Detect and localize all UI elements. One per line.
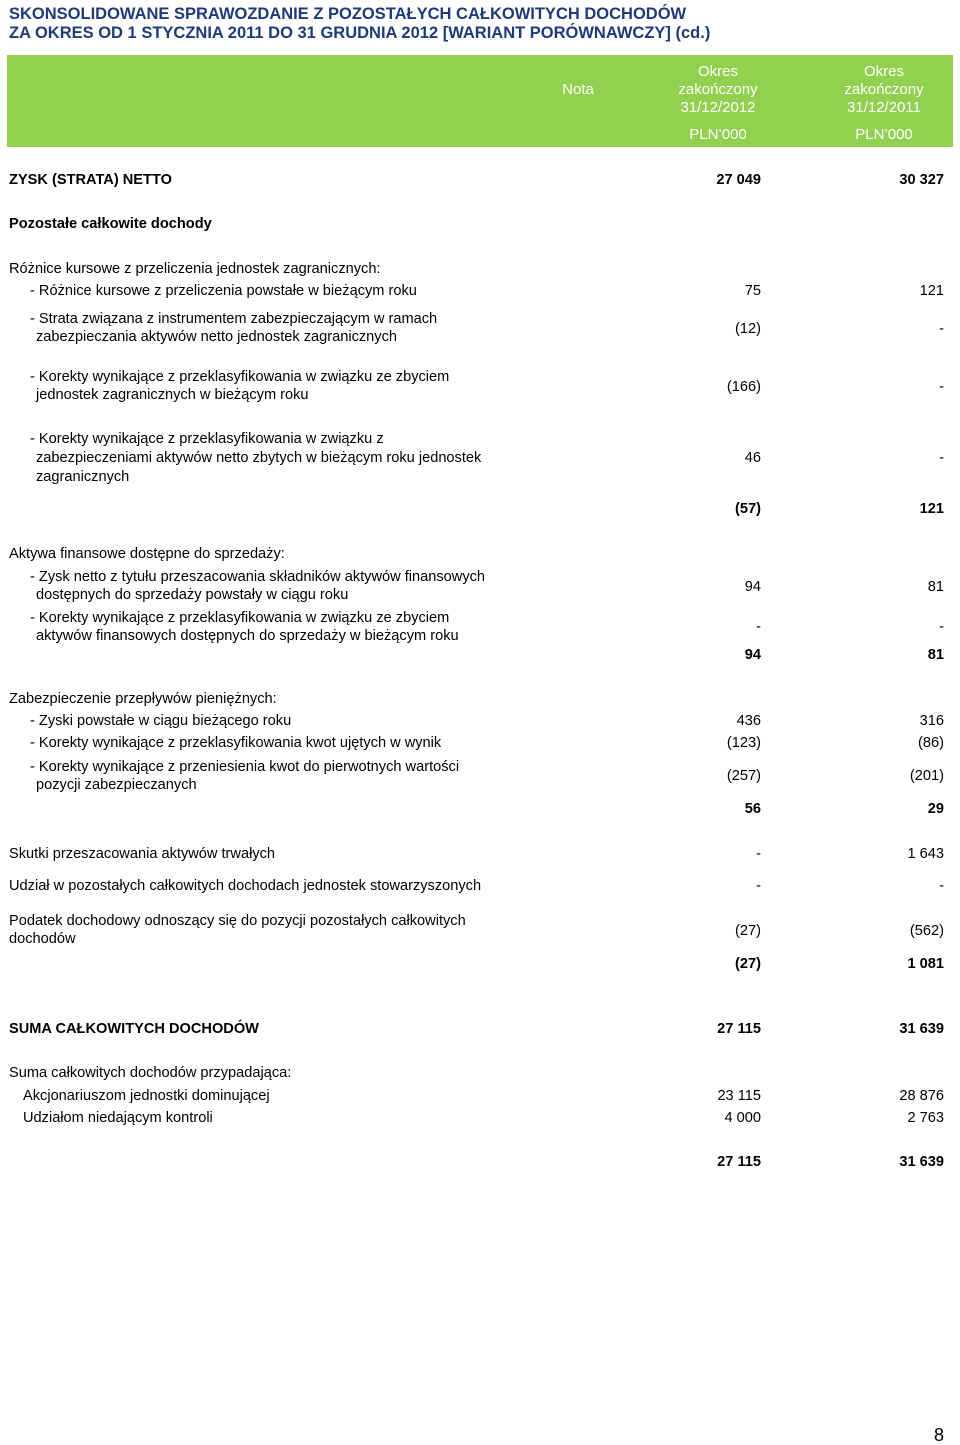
value-2011: 2 763 bbox=[907, 1110, 944, 1126]
value-2011: 30 327 bbox=[899, 172, 944, 188]
value-2012: 27 049 bbox=[716, 172, 761, 188]
row-label: - Zyski powstałe w ciągu bieżącego roku bbox=[30, 713, 292, 729]
header-col2-date: 31/12/2011 bbox=[847, 99, 921, 116]
section-heading: Zabezpieczenie przepływów pieniężnych: bbox=[9, 691, 277, 707]
value-2012: 23 115 bbox=[717, 1088, 761, 1104]
section-heading: Pozostałe całkowite dochody bbox=[9, 216, 212, 232]
value-2012: (27) bbox=[735, 956, 761, 972]
row-label: Akcjonariuszom jednostki dominującej bbox=[23, 1088, 270, 1104]
value-2012: 27 115 bbox=[717, 1154, 761, 1170]
value-2012: 75 bbox=[744, 283, 761, 299]
value-2011: - bbox=[939, 450, 944, 466]
row-label-line2: jednostek zagranicznych w bieżącym roku bbox=[36, 387, 309, 403]
section-heading: Aktywa finansowe dostępne do sprzedaży: bbox=[9, 546, 285, 562]
value-2012: 56 bbox=[744, 801, 761, 817]
value-2011: 316 bbox=[919, 713, 944, 729]
value-2012: 436 bbox=[736, 713, 761, 729]
value-2012: - bbox=[756, 846, 761, 862]
value-2011: 29 bbox=[927, 801, 944, 817]
title-line-2: ZA OKRES OD 1 STYCZNIA 2011 DO 31 GRUDNIA 2012 [WARIANT PORÓWNAWCZY] (cd.) bbox=[9, 23, 711, 42]
row-label: Udziałom niedającym kontroli bbox=[23, 1110, 213, 1126]
header-col2-okres: Okres bbox=[863, 63, 904, 80]
value-2012: - bbox=[756, 619, 761, 635]
header-col1-zakonczony: zakończony bbox=[678, 81, 758, 98]
row-label-line2: pozycji zabezpieczanych bbox=[36, 777, 197, 793]
row-label: SUMA CAŁKOWITYCH DOCHODÓW bbox=[9, 1021, 259, 1037]
row-label-line3: zagranicznych bbox=[36, 469, 130, 485]
section-heading: Różnice kursowe z przeliczenia jednostek zagranicznych: bbox=[9, 261, 381, 277]
value-2012: (27) bbox=[735, 923, 761, 939]
title-line-1: SKONSOLIDOWANE SPRAWOZDANIE Z POZOSTAŁYCH CAŁKOWITYCH DOCHODÓW bbox=[9, 5, 687, 23]
value-2011: 31 639 bbox=[899, 1154, 944, 1170]
row-label-line1: - Korekty wynikające z przeklasyfikowania w związku z bbox=[30, 431, 384, 447]
value-2011: 1 643 bbox=[907, 846, 944, 862]
value-2011: 31 639 bbox=[899, 1021, 944, 1037]
value-2012: - bbox=[756, 878, 761, 894]
value-2011: - bbox=[939, 321, 944, 337]
row-label-line1: - Korekty wynikające z przeklasyfikowania w związku ze zbyciem bbox=[30, 369, 450, 385]
page-title bbox=[9, 5, 949, 42]
row-label: ZYSK (STRATA) NETTO bbox=[9, 172, 172, 188]
header-col2-unit: PLN’000 bbox=[855, 126, 913, 143]
value-2011: - bbox=[939, 619, 944, 635]
row-label-line2: aktywów finansowych dostępnych do sprzedaży w bieżącym roku bbox=[36, 628, 459, 644]
value-2011: 1 081 bbox=[907, 956, 944, 972]
row-label: - Korekty wynikające z przeklasyfikowania kwot ujętych w wynik bbox=[30, 735, 442, 751]
value-2012: (166) bbox=[726, 379, 761, 395]
row-label-line2: zabezpieczania aktywów netto jednostek zagranicznych bbox=[36, 329, 397, 345]
value-2011: - bbox=[939, 878, 944, 894]
value-2012: 27 115 bbox=[717, 1021, 761, 1037]
row-label-line2: dostępnych do sprzedaży powstały w ciągu roku bbox=[36, 587, 349, 603]
value-2011: (562) bbox=[909, 923, 944, 939]
row-label-line1: - Korekty wynikające z przeklasyfikowania w związku ze zbyciem bbox=[30, 610, 450, 626]
value-2011: 81 bbox=[927, 579, 944, 595]
row-label-line1: - Zysk netto z tytułu przeszacowania składników aktywów finansowych bbox=[30, 569, 486, 585]
value-2011: 81 bbox=[927, 647, 944, 663]
value-2011: - bbox=[939, 379, 944, 395]
row-label-line2: dochodów bbox=[9, 931, 76, 947]
value-2012: (257) bbox=[726, 768, 761, 784]
header-col1-unit: PLN’000 bbox=[689, 126, 747, 143]
header-col1-okres: Okres bbox=[697, 63, 738, 80]
row-label-line1: - Strata związana z instrumentem zabezpieczającym w ramach bbox=[30, 311, 438, 327]
row-label: Udział w pozostałych całkowitych dochodach jednostek stowarzyszonych bbox=[9, 878, 482, 894]
value-2012: 4 000 bbox=[724, 1110, 761, 1126]
value-2012: 94 bbox=[744, 579, 761, 595]
page-number: 8 bbox=[933, 1425, 944, 1445]
value-2012: (57) bbox=[735, 501, 761, 517]
section-heading: Suma całkowitych dochodów przypadająca: bbox=[9, 1065, 292, 1081]
row-label: - Różnice kursowe z przeliczenia powstałe w bieżącym roku bbox=[30, 283, 417, 299]
row-label-line1: - Korekty wynikające z przeniesienia kwot do pierwotnych wartości bbox=[30, 759, 460, 775]
header-col1-date: 31/12/2012 bbox=[680, 99, 756, 116]
value-2011: (86) bbox=[918, 735, 944, 751]
value-2011: 121 bbox=[919, 283, 944, 299]
value-2012: (123) bbox=[726, 735, 761, 751]
header-nota: Nota bbox=[562, 81, 594, 98]
row-label: Skutki przeszacowania aktywów trwałych bbox=[9, 846, 276, 862]
row-label-line1: Podatek dochodowy odnoszący się do pozycji pozostałych całkowitych bbox=[9, 913, 466, 929]
header-col2-zakonczony: zakończony bbox=[844, 81, 924, 98]
value-2012: (12) bbox=[735, 321, 761, 337]
value-2011: 121 bbox=[919, 501, 944, 517]
value-2011: 28 876 bbox=[899, 1088, 944, 1104]
row-label-line2: zabezpieczeniami aktywów netto zbytych w bieżącym roku jednostek bbox=[36, 450, 482, 466]
value-2011: (201) bbox=[909, 768, 944, 784]
value-2012: 94 bbox=[744, 647, 761, 663]
value-2012: 46 bbox=[744, 450, 761, 466]
